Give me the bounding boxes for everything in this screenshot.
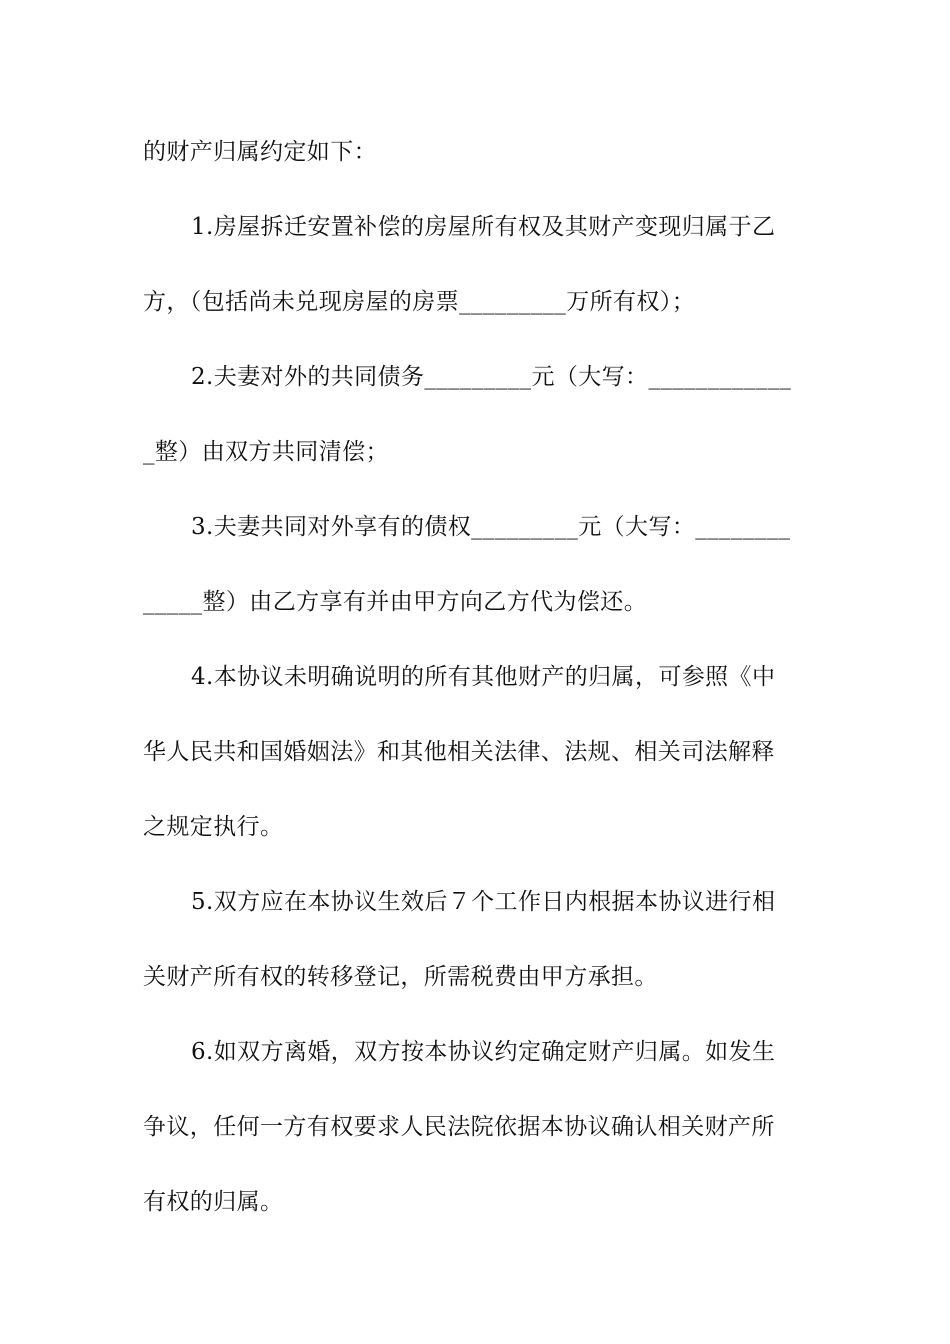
clause-5-line-2: 关财产所有权的转移登记，所需税费由甲方承担。 — [143, 964, 658, 990]
clause-2-line-1: 2.夫妻对外的共同债务_________元（大写：____________ — [191, 364, 792, 390]
clause-6-line-2: 争议，任何一方有权要求人民法院依据本协议确认相关财产所 — [143, 1114, 775, 1140]
text-line-intro: 的财产归属约定如下： — [143, 139, 377, 165]
clause-2-line-2: _整）由双方共同清偿； — [143, 439, 389, 465]
clause-6-line-3: 有权的归属。 — [143, 1189, 284, 1215]
clause-6-line-1: 6.如双方离婚，双方按本协议约定确定财产归属。如发生 — [191, 1039, 776, 1065]
clause-4-line-2: 华人民共和国婚姻法》和其他相关法律、法规、相关司法解释 — [143, 739, 775, 765]
clause-1-line-2: 方，（包括尚未兑现房屋的房票_________万所有权）； — [143, 289, 696, 315]
clause-5-line-1: 5.双方应在本协议生效后７个工作日内根据本协议进行相 — [191, 889, 776, 915]
clause-1-line-1: 1.房屋拆迁安置补偿的房屋所有权及其财产变现归属于乙 — [191, 214, 776, 240]
clause-4-line-3: 之规定执行。 — [143, 814, 284, 840]
clause-4-line-1: 4.本协议未明确说明的所有其他财产的归属，可参照《中 — [191, 664, 776, 690]
clause-3-line-2: _____整）由乙方享有并由甲方向乙方代为偿还。 — [143, 589, 648, 615]
clause-3-line-1: 3.夫妻共同对外享有的债权_________元（大写：________ — [191, 514, 791, 540]
